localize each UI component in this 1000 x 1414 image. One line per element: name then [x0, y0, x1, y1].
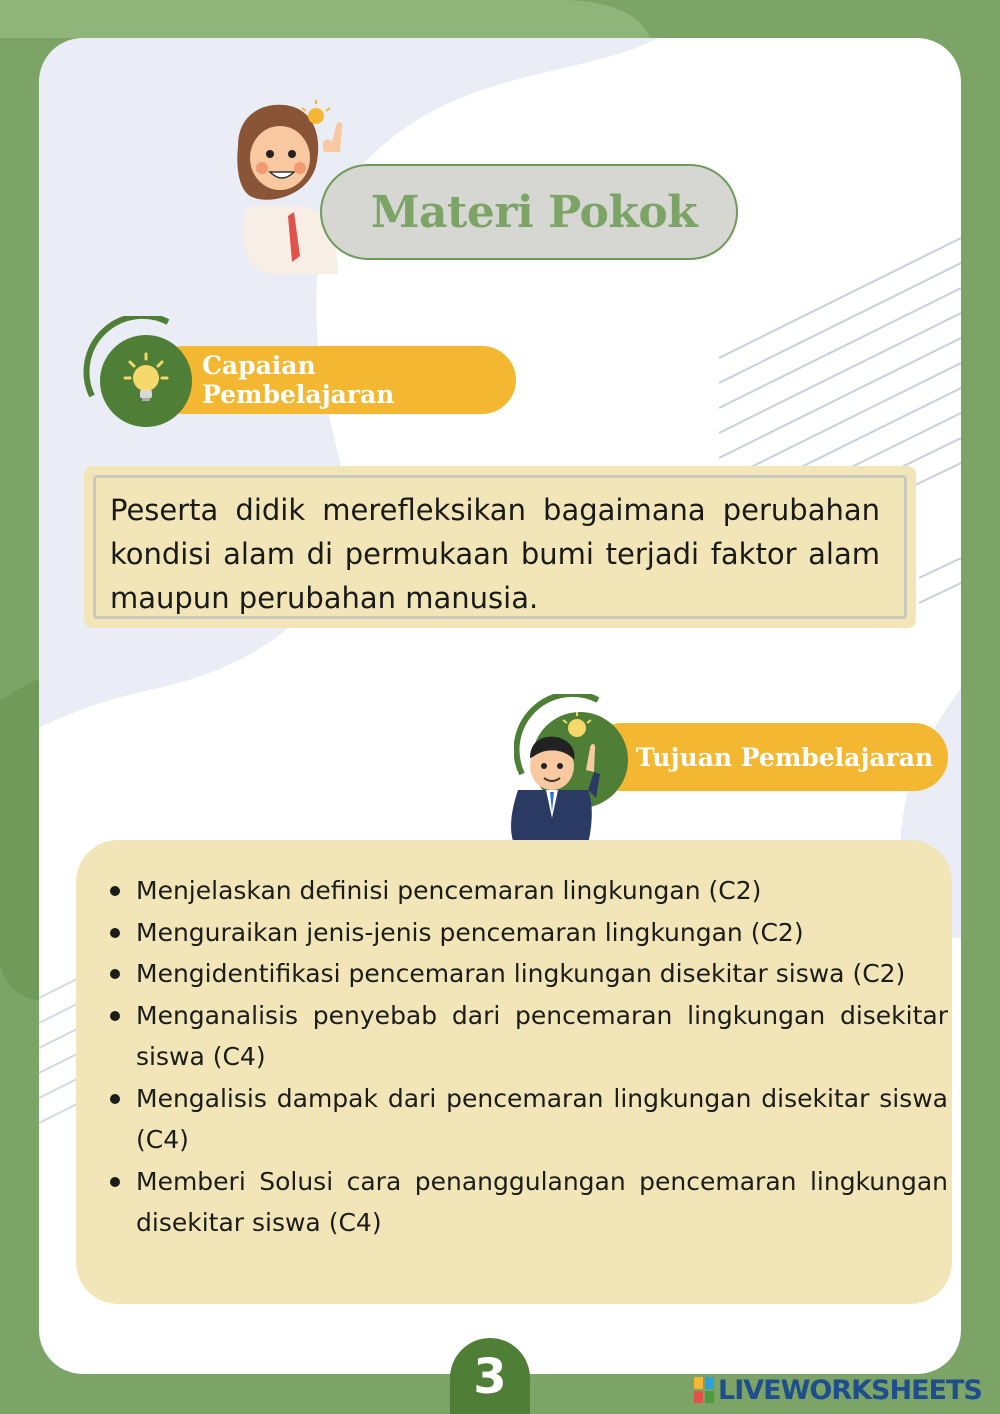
businessman-illustration — [502, 708, 612, 848]
tujuan-list — [108, 870, 948, 1244]
lightbulb-icon — [115, 350, 177, 412]
liveworksheets-brand[interactable] — [694, 1374, 982, 1406]
list-item: Mengalisis dampak dari pencemaran lingkungan disekitar siswa (C4) — [108, 1078, 948, 1161]
capaian-text-box — [84, 466, 916, 628]
page-title: Materi Pokok — [370, 186, 698, 238]
title-banner — [320, 164, 738, 260]
capaian-icon-circle — [100, 335, 192, 427]
capaian-heading-pill — [150, 346, 516, 414]
brand-text: LIVEWORKSHEETS — [718, 1374, 982, 1406]
tujuan-heading-pill — [588, 723, 948, 791]
capaian-heading: Capaian Pembelajaran — [202, 351, 395, 409]
liveworksheets-logo-icon — [694, 1377, 714, 1403]
page-number: 3 — [473, 1349, 507, 1405]
capaian-text: Peserta didik merefleksikan bagaimana perubahan kondisi alam di permukaan bumi terjadi faktor alam maupun perubahan manusia. — [93, 475, 907, 619]
list-item: Menjelaskan definisi pencemaran lingkungan (C2) — [108, 870, 948, 912]
page-number-badge — [450, 1338, 530, 1414]
list-item: Mengidentifikasi pencemaran lingkungan disekitar siswa (C2) — [108, 953, 948, 995]
tujuan-heading: Tujuan Pembelajaran — [636, 742, 934, 772]
list-item: Menguraikan jenis-jenis pencemaran lingkungan (C2) — [108, 912, 948, 954]
list-item: Menganalisis penyebab dari pencemaran lingkungan disekitar siswa (C4) — [108, 995, 948, 1078]
list-item: Memberi Solusi cara penanggulangan pencemaran lingkungan disekitar siswa (C4) — [108, 1161, 948, 1244]
